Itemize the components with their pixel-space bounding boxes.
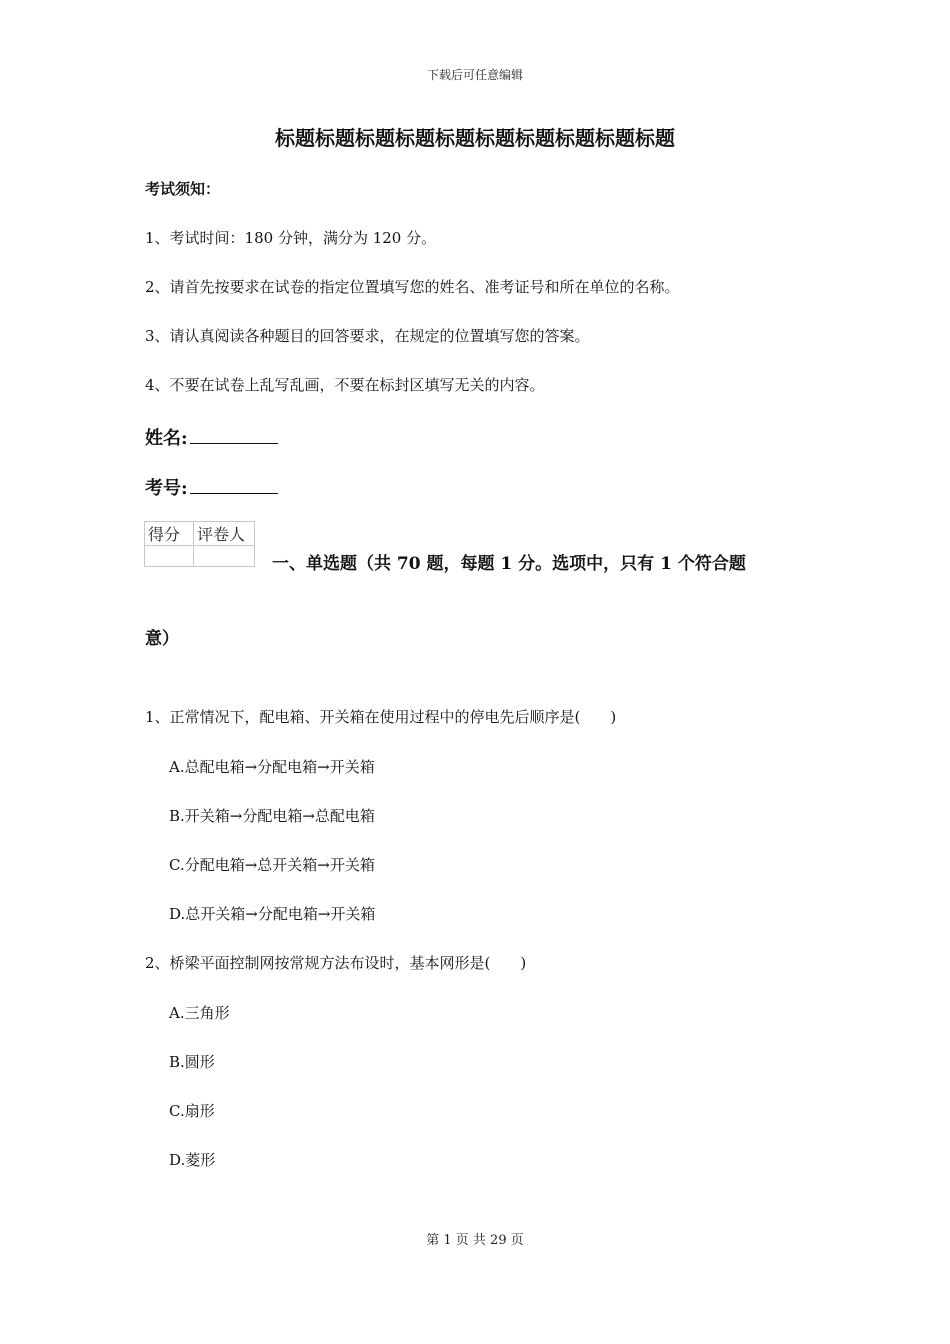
header-note: 下载后可任意编辑 <box>426 68 523 82</box>
id-blank-line[interactable] <box>190 477 278 494</box>
question-1-option-c[interactable]: C.分配电箱→总开关箱→开关箱 <box>169 856 375 874</box>
notice-heading: 考试须知： <box>145 180 221 198</box>
grader-cell[interactable] <box>194 546 255 567</box>
name-label: 姓名: <box>145 428 188 449</box>
score-header: 得分 <box>145 522 194 546</box>
question-1-option-d[interactable]: D.总开关箱→分配电箱→开关箱 <box>169 905 376 923</box>
score-table <box>144 521 255 567</box>
question-1: 1、正常情况下，配电箱、开关箱在使用过程中的停电先后顺序是( ) <box>145 708 617 726</box>
question-2-option-b[interactable]: B.圆形 <box>169 1053 215 1071</box>
section-heading-continuation: 意） <box>145 629 179 649</box>
rule-item: 1、考试时间：180 分钟，满分为 120 分。 <box>145 229 437 247</box>
question-2-option-a[interactable]: A.三角形 <box>169 1004 230 1022</box>
page-footer: 第 1 页 共 29 页 <box>426 1233 524 1248</box>
section-heading: 一、单选题（共 70 题，每题 1 分。选项中，只有 1 个符合题 <box>272 554 746 574</box>
question-1-option-a[interactable]: A.总配电箱→分配电箱→开关箱 <box>169 758 375 776</box>
rule-item: 4、不要在试卷上乱写乱画，不要在标封区填写无关的内容。 <box>145 376 545 394</box>
rule-item: 2、请首先按要求在试卷的指定位置填写您的姓名、准考证号和所在单位的名称。 <box>145 278 680 296</box>
name-field[interactable] <box>145 424 278 450</box>
id-label: 考号: <box>145 478 188 499</box>
question-2-option-c[interactable]: C.扇形 <box>169 1102 215 1120</box>
score-cell[interactable] <box>145 546 194 567</box>
question-1-option-b[interactable]: B.开关箱→分配电箱→总配电箱 <box>169 807 375 825</box>
rule-item: 3、请认真阅读各种题目的回答要求，在规定的位置填写您的答案。 <box>145 327 590 345</box>
score-table-header-row <box>145 522 255 546</box>
grader-header: 评卷人 <box>194 522 255 546</box>
document-title: 标题标题标题标题标题标题标题标题标题标题 <box>275 126 675 150</box>
name-blank-line[interactable] <box>190 427 278 444</box>
id-field[interactable] <box>145 474 278 500</box>
question-2: 2、桥梁平面控制网按常规方法布设时，基本网形是( ) <box>145 954 527 972</box>
question-2-option-d[interactable]: D.菱形 <box>169 1151 216 1169</box>
score-table-entry-row <box>145 546 255 567</box>
